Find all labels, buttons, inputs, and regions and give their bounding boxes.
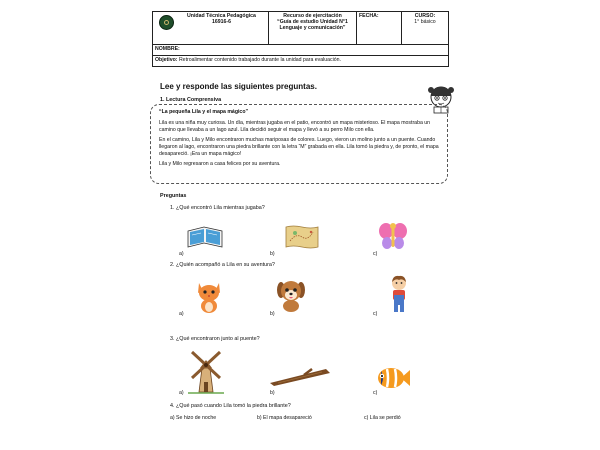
objective-label: Objetivo: xyxy=(155,57,178,63)
map-icon xyxy=(283,223,321,251)
school-name: Unidad Técnica Pedagógica xyxy=(187,13,256,19)
questions-title: Preguntas xyxy=(160,193,187,199)
option-3b[interactable]: b) xyxy=(270,390,275,396)
objective-text: Retroalimentar contenido trabajado durante la unidad para evaluación. xyxy=(178,57,342,63)
option-2c[interactable]: c) xyxy=(373,311,378,317)
story-title: “La pequeña Lila y el mapa mágico” xyxy=(159,109,249,115)
course-value: 1° básico xyxy=(414,19,436,25)
name-label: NOMBRE: xyxy=(155,46,180,52)
fish-icon xyxy=(375,365,411,391)
resource-title: “Guía de estudio Unidad N°1 Lenguaje y comunicación” xyxy=(277,19,348,31)
school-code: 16916-6 xyxy=(211,19,232,25)
option-4c[interactable]: c) Lila se perdió xyxy=(364,415,401,421)
cat-icon xyxy=(194,277,224,313)
course-label: CURSO: xyxy=(414,13,436,19)
butterfly-icon xyxy=(378,220,408,252)
header-table xyxy=(152,11,449,67)
option-3c[interactable]: c) xyxy=(373,390,378,396)
course-cell xyxy=(402,12,449,45)
boy-icon xyxy=(387,274,411,314)
dog-icon xyxy=(275,278,307,312)
option-4b[interactable]: b) El mapa desapareció xyxy=(257,415,312,421)
option-2b[interactable]: b) xyxy=(270,311,275,317)
section-1-title: 1. Lectura Comprensiva xyxy=(160,97,222,103)
question-4: 4. ¿Qué pasó cuando Lila tomó la piedra brillante? xyxy=(170,403,291,409)
resource-label: Recurso de ejercitación xyxy=(283,13,342,19)
name-field[interactable] xyxy=(153,45,449,56)
school-cell xyxy=(153,12,269,45)
question-3: 3. ¿Qué encontraron junto al puente? xyxy=(170,336,260,342)
story-paragraph: Lila y Milo regresaron a casa felices por su aventura. xyxy=(159,161,281,167)
date-cell xyxy=(357,12,402,45)
date-label: FECHA: xyxy=(359,13,379,19)
story-paragraph: En el camino, Lila y Milo encontraron muchas mariposas de colores. Luego, vieron un molino junto a un puente. Cuando llegaron al lago, encontraron una piedra brillante con la letra “M” grabada en ella. Lila tomó la piedra y, de pronto, el mapa desapareció. ¡Era un mapa mágico! xyxy=(159,137,439,157)
stick-icon xyxy=(268,365,332,387)
story-paragraph: Lila es una niña muy curiosa. Un día, mientras jugaba en el patio, encontró un mapa misterioso. El mapa mostraba un camino que llevaba a un lago azul. Lila decidió seguir el mapa y llevó a su perro Milo con ella. xyxy=(159,120,431,133)
question-1: 1. ¿Qué encontró Lila mientras jugaba? xyxy=(170,205,265,211)
option-1b[interactable]: b) xyxy=(270,251,275,257)
school-logo-icon xyxy=(159,15,174,30)
option-4a[interactable]: a) Se hizo de noche xyxy=(170,415,217,421)
option-1a[interactable]: a) xyxy=(179,251,184,257)
windmill-icon xyxy=(186,348,226,394)
resource-cell xyxy=(269,12,357,45)
story-box xyxy=(150,104,448,184)
option-3a[interactable]: a) xyxy=(179,390,184,396)
option-2a[interactable]: a) xyxy=(179,311,184,317)
objective-row xyxy=(153,56,449,67)
main-title: Lee y responde las siguientes preguntas. xyxy=(160,82,317,91)
option-1c[interactable]: c) xyxy=(373,251,378,257)
question-2: 2. ¿Quién acompañó a Lila en su aventura? xyxy=(170,262,275,268)
book-icon xyxy=(186,223,224,251)
